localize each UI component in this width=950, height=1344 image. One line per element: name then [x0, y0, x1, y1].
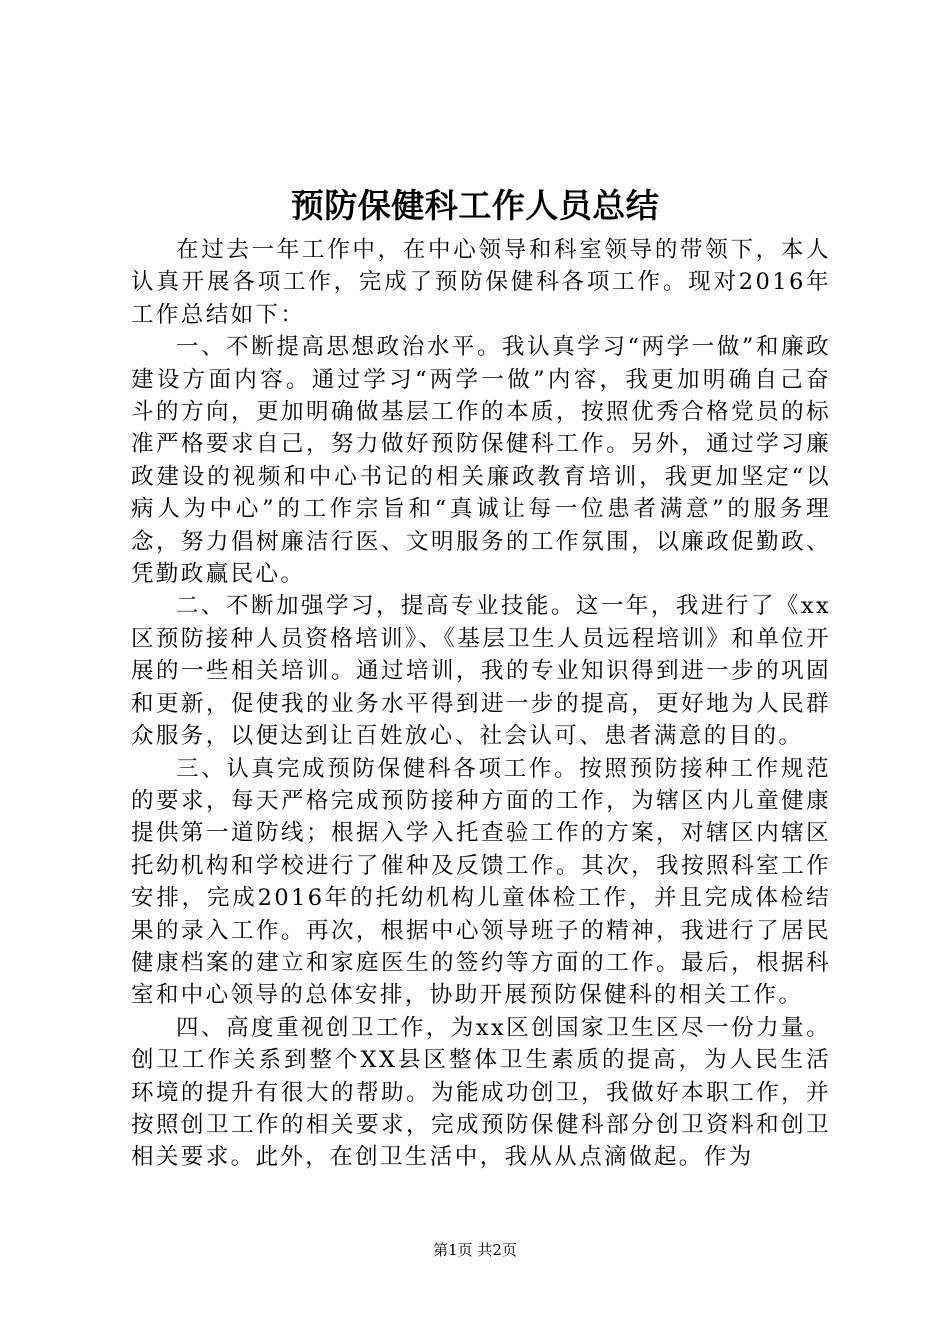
page-number-footer: 第1页 共2页 — [433, 1241, 517, 1259]
section-4-paragraph: 四、高度重视创卫工作，为xx区创国家卫生区尽一份力量。创卫工作关系到整个XX县区整体卫生素质的提高，为人民生活环境的提升有很大的帮助。为能成功创卫，我做好本职工作，并按照创卫工作的相关要求，完成预防保健科部分创卫资料和创卫相关要求。此外，在创卫生活中，我从从点滴做起。作为 — [131, 1014, 831, 1171]
intro-paragraph: 在过去一年工作中，在中心领导和科室领导的带领下，本人认真开展各项工作，完成了预防保健科各项工作。现对2016年工作总结如下： — [131, 237, 831, 328]
document-title: 预防保健科工作人员总结 — [290, 186, 660, 225]
section-2-paragraph: 二、不断加强学习，提高专业技能。这一年，我进行了《xx区预防接种人员资格培训》、《基层卫生人员远程培训》和单位开展的一些相关培训。通过培训，我的专业知识得到进一步的巩固和更新，促使我的业务水平得到进一步的提高，更好地为人民群众服务，以便达到让百姓放心、社会认可、患者满意的目的。 — [131, 593, 831, 750]
section-1-paragraph: 一、不断提高思想政治水平。我认真学习“两学一做”和廉政建设方面内容。通过学习“两学一做”内容，我更加明确自己奋斗的方向，更加明确做基层工作的本质，按照优秀合格党员的标准严格要求自己，努力做好预防保健科工作。另外，通过学习廉政建设的视频和中心书记的相关廉政教育培训，我更加坚定“以病人为中心”的工作宗旨和“真诚让每一位患者满意”的服务理念，努力倡树廉洁行医、文明服务的工作氛围，以廉政促勤政、凭勤政赢民心。 — [131, 334, 831, 588]
section-3-paragraph: 三、认真完成预防保健科各项工作。按照预防接种工作规范的要求，每天严格完成预防接种方面的工作，为辖区内儿童健康提供第一道防线；根据入学入托查验工作的方案，对辖区内辖区托幼机构和学校进行了催种及反馈工作。其次，我按照科室工作安排，完成2016年的托幼机构儿童体检工作，并且完成体检结果的录入工作。再次，根据中心领导班子的精神，我进行了居民健康档案的建立和家庭医生的签约等方面的工作。最后，根据科室和中心领导的总体安排，协助开展预防保健科的相关工作。 — [131, 755, 831, 1009]
document-body — [131, 234, 831, 1174]
